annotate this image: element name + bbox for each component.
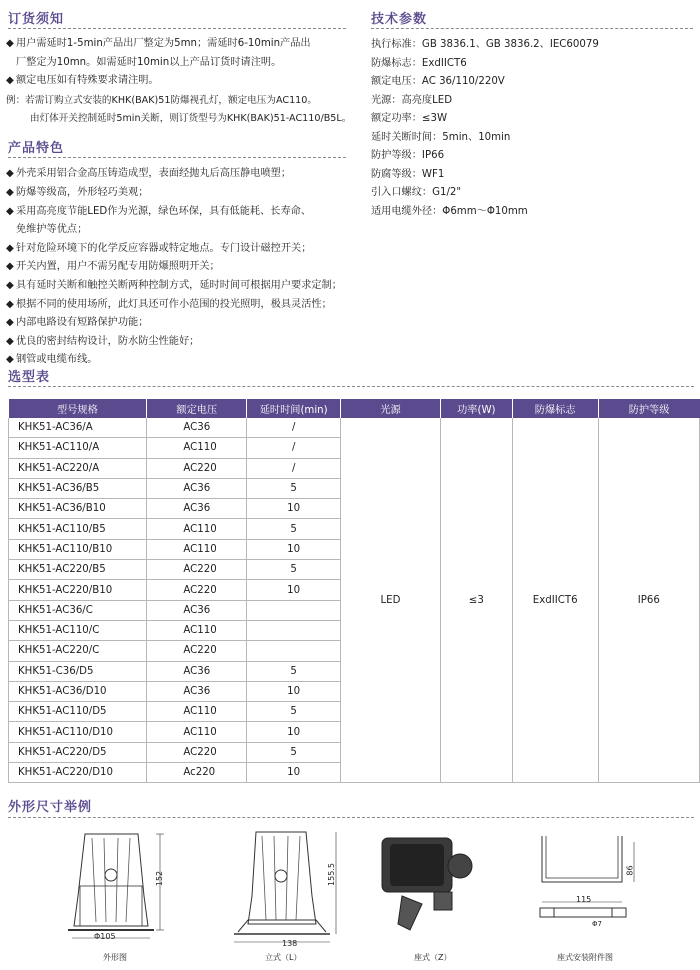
cell-voltage: Ac220 (147, 763, 247, 783)
spec-power: 额定功率：≤3W (371, 113, 448, 124)
figure-caption-outline: 外形图 (103, 953, 127, 962)
bullet-icon: ◆ (6, 243, 14, 254)
cell-voltage: AC220 (147, 560, 247, 580)
feature-text: 钢管或电缆布线。 (16, 354, 98, 365)
col-header-power: 功率(W) (440, 399, 512, 418)
cell-voltage: AC110 (147, 539, 247, 559)
col-header-ex: 防爆标志 (512, 399, 598, 418)
divider (8, 28, 346, 29)
cell-delay: 5 (247, 560, 341, 580)
cell-delay: 5 (247, 478, 341, 498)
accessory-drawing (530, 830, 650, 945)
feature-text: 采用高亮度节能LED作为光源，绿色环保，具有低能耗、长寿命、 (16, 206, 312, 217)
feature-item (6, 184, 148, 203)
cell-voltage: AC36 (147, 499, 247, 519)
cell-model: KHK51-AC220/A (9, 458, 147, 478)
table-row (9, 418, 700, 438)
feature-item (6, 240, 311, 259)
table-header-row (9, 399, 700, 418)
cell-model: KHK51-AC110/C (9, 620, 147, 640)
spec-delay: 延时关断时间：5min、10min (371, 132, 511, 143)
bullet-icon: ◆ (6, 317, 14, 328)
dim-width-label: Φ105 (94, 932, 116, 941)
dim-width-label: 138 (282, 939, 298, 948)
cell-model: KHK51-C36/D5 (9, 661, 147, 681)
cell-model: KHK51-AC36/B5 (9, 478, 147, 498)
cell-model: KHK51-AC110/B10 (9, 539, 147, 559)
col-header-voltage: 额定电压 (147, 399, 247, 418)
cell-voltage: AC220 (147, 458, 247, 478)
spec-ex-mark: 防爆标志：ExdIICT6 (371, 58, 467, 69)
divider (8, 386, 694, 387)
bullet-icon: ◆ (6, 354, 14, 365)
cell-model: KHK51-AC110/A (9, 438, 147, 458)
cell-delay: 10 (247, 722, 341, 742)
bullet-icon: ◆ (6, 168, 14, 179)
cell-delay: 5 (247, 702, 341, 722)
cell-delay: 10 (247, 499, 341, 519)
cell-delay: 5 (247, 519, 341, 539)
cell-voltage: AC36 (147, 418, 247, 438)
feature-text: 防爆等级高，外形轻巧美观； (16, 187, 149, 198)
cell-delay: 10 (247, 539, 341, 559)
cell-voltage: AC36 (147, 600, 247, 620)
cell-voltage: AC110 (147, 438, 247, 458)
feature-item (6, 165, 291, 184)
cell-voltage: AC110 (147, 722, 247, 742)
cell-power: ≤3 (440, 418, 512, 783)
divider (8, 157, 346, 158)
order-example-1: 例：若需订购立式安装的KHK(BAK)51防爆视孔灯，额定电压为AC110。 (6, 95, 317, 106)
cell-voltage: AC110 (147, 519, 247, 539)
base-mount-drawing (372, 826, 492, 946)
cell-delay (247, 600, 341, 620)
figure-caption-vertical: 立式（L） (265, 953, 302, 962)
cell-model: KHK51-AC36/D10 (9, 681, 147, 701)
spec-standard: 执行标准：GB 3836.1、GB 3836.2、IEC60079 (371, 39, 599, 50)
cell-ip: IP66 (598, 418, 699, 783)
feature-item (6, 333, 199, 352)
vertical-mount-drawing (228, 824, 348, 954)
cell-model: KHK51-AC36/A (9, 418, 147, 438)
col-header-light: 光源 (341, 399, 441, 418)
spec-ip: 防护等级：IP66 (371, 150, 445, 161)
cell-model: KHK51-AC110/D10 (9, 722, 147, 742)
order-bullet-2: ◆ 额定电压如有特殊要求请注明。 (6, 75, 159, 86)
cell-voltage: AC220 (147, 641, 247, 661)
feature-text: 外壳采用铝合金高压铸造成型，表面经抛丸后高压静电喷塑； (16, 168, 292, 179)
section-title-selection: 选型表 (8, 370, 51, 385)
bullet-icon: ◆ (6, 261, 14, 272)
section-title-tech: 技术参数 (371, 12, 428, 27)
feature-text: 优良的密封结构设计，防水防尘性能好； (16, 336, 200, 347)
cell-delay: / (247, 418, 341, 438)
cell-delay: 5 (247, 742, 341, 762)
feature-text: 根据不同的使用场所，此灯具还可作小范围的投光照明，极具灵活性； (16, 299, 332, 310)
spec-cable: 适用电缆外径：Φ6mm～Φ10mm (371, 206, 528, 217)
spec-thread: 引入口螺纹：G1/2" (371, 187, 462, 198)
section-title-dimensions: 外形尺寸举例 (8, 800, 93, 815)
feature-item (6, 277, 342, 296)
cell-voltage: AC220 (147, 742, 247, 762)
cell-delay: / (247, 438, 341, 458)
feature-item-cont (16, 221, 87, 238)
cell-voltage: AC110 (147, 702, 247, 722)
bullet-icon: ◆ (6, 336, 14, 347)
divider (371, 28, 693, 29)
cell-model: KHK51-AC220/D5 (9, 742, 147, 762)
dim-height-label: 86 (625, 865, 635, 876)
dim-height-label: 152 (155, 870, 165, 887)
cell-model: KHK51-AC220/C (9, 641, 147, 661)
cell-delay (247, 620, 341, 640)
dim-hole-label: Φ7 (592, 920, 602, 928)
order-bullet-1: ◆ 用户需延时1-5min产品出厂整定为5mn；需延时6-10min产品出 (6, 38, 311, 49)
spec-voltage: 额定电压：AC 36/110/220V (371, 76, 505, 87)
bullet-icon: ◆ (6, 280, 14, 291)
cell-voltage: AC36 (147, 478, 247, 498)
feature-item (6, 258, 220, 277)
section-title-features: 产品特色 (8, 141, 65, 156)
feature-text: 具有延时关断和触控关断两种控制方式，延时时间可根据用户要求定制； (16, 280, 342, 291)
selection-table (8, 399, 700, 783)
order-bullet-1-cont: 厂整定为10mn。如需延时10min以上产品订货时请注明。 (16, 57, 282, 68)
cell-delay (247, 641, 341, 661)
order-example-2: 由灯体开关控制延时5min关断，则订货型号为KHK(BAK)51-AC110/B5L。 (30, 113, 352, 124)
dim-width-label: 115 (576, 895, 592, 904)
cell-delay: 10 (247, 763, 341, 783)
col-header-delay: 延时时间(min) (247, 399, 341, 418)
feature-text: 开关内置，用户不需另配专用防爆照明开关； (16, 261, 220, 272)
cell-model: KHK51-AC36/B10 (9, 499, 147, 519)
feature-item (6, 296, 332, 315)
section-title-order: 订货须知 (8, 12, 65, 27)
cell-model: KHK51-AC36/C (9, 600, 147, 620)
cell-model: KHK51-AC110/B5 (9, 519, 147, 539)
cell-voltage: AC36 (147, 681, 247, 701)
cell-voltage: AC110 (147, 620, 247, 640)
cell-delay: 5 (247, 661, 341, 681)
feature-item (6, 203, 311, 222)
cell-model: KHK51-AC220/B10 (9, 580, 147, 600)
spec-anticorrosion: 防腐等级：WF1 (371, 169, 445, 180)
figure-caption-accessory: 座式安装附件图 (557, 953, 613, 962)
cell-voltage: AC36 (147, 661, 247, 681)
feature-text: 免维护等优点； (16, 224, 88, 235)
cell-model: KHK51-AC220/B5 (9, 560, 147, 580)
bullet-icon: ◆ (6, 206, 14, 217)
bullet-icon: ◆ (6, 187, 14, 198)
feature-text: 针对危险环境下的化学反应容器或特定地点。专门设计磁控开关； (16, 243, 312, 254)
cell-light-source: LED (341, 418, 441, 783)
outline-drawing (60, 826, 190, 951)
feature-item (6, 314, 148, 333)
bullet-icon: ◆ (6, 299, 14, 310)
cell-delay: / (247, 458, 341, 478)
cell-model: KHK51-AC110/D5 (9, 702, 147, 722)
col-header-ip: 防护等级 (598, 399, 699, 418)
cell-model: KHK51-AC220/D10 (9, 763, 147, 783)
spec-light-source: 光源：高亮度LED (371, 95, 453, 106)
divider (8, 817, 694, 818)
cell-delay: 10 (247, 681, 341, 701)
feature-text: 内部电路设有短路保护功能； (16, 317, 149, 328)
cell-delay: 10 (247, 580, 341, 600)
figure-caption-base: 座式（Z） (414, 953, 452, 962)
cell-ex-mark: ExdIICT6 (512, 418, 598, 783)
cell-voltage: AC220 (147, 580, 247, 600)
col-header-model: 型号规格 (9, 399, 147, 418)
dim-height-label: 155.5 (326, 863, 336, 886)
